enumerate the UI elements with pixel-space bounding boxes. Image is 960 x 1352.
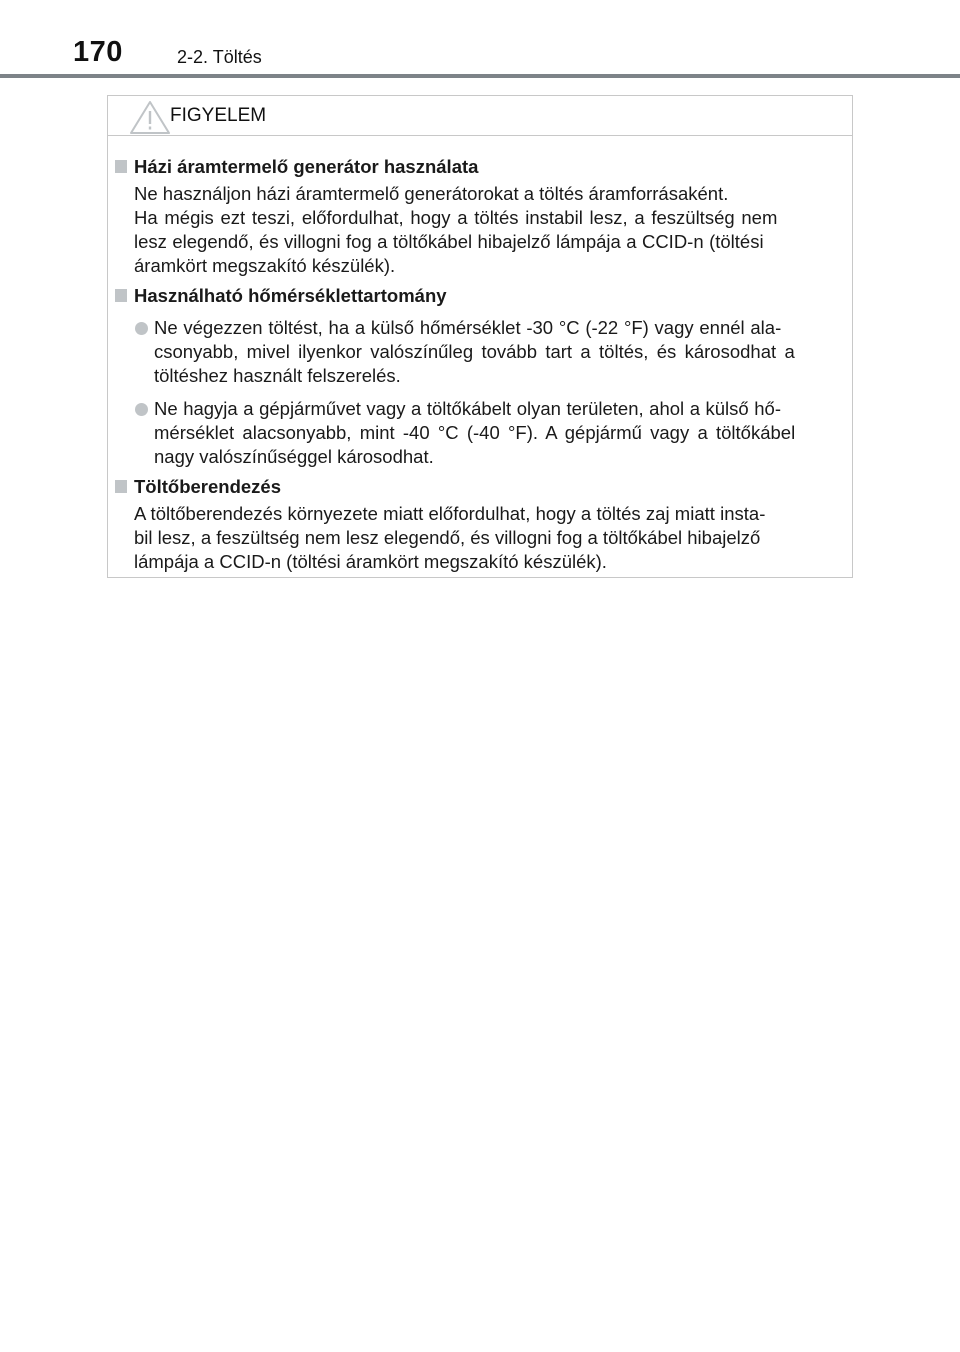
warning-triangle-icon: [128, 99, 172, 135]
list-item: Ne végezzen töltést, ha a külső hőmérséklet -30 °C (-22 °F) vagy ennél ala- csonyabb, mivel ilyenkor valószínűleg tovább tart a töltés, és károsodhat a töltéshez használt felszerelés.: [108, 316, 852, 388]
text-line: lesz elegendő, és villogni fog a töltőkábel hibajelző lámpája a CCID-n (töltési: [134, 231, 764, 252]
heading-text: Töltőberendezés: [134, 476, 281, 497]
warning-content: [108, 155, 852, 574]
header-rule: [0, 74, 960, 78]
heading-text: Használható hőmérséklettartomány: [134, 285, 447, 306]
list-item: Ne hagyja a gépjárművet vagy a töltőkábelt olyan területen, ahol a külső hő- mérséklet alacsonyabb, mint -40 °C (-40 °F). A gépjármű vagy a töltőkábel nagy valószínűséggel károsodhat.: [108, 397, 852, 469]
text-line: bil lesz, a feszültség nem lesz elegendő, és villogni fog a töltőkábel hibajelző: [134, 527, 761, 548]
section-heading: [108, 155, 852, 179]
text-line: A töltőberendezés környezete miatt előfordulhat, hogy a töltés zaj miatt insta-: [134, 503, 766, 524]
page-header: [0, 0, 960, 80]
page-number: 170: [73, 36, 123, 68]
text-line: Ha mégis ezt teszi, előfordulhat, hogy a töltés instabil lesz, a feszültség nem: [134, 207, 778, 228]
section-heading: [108, 284, 852, 308]
warning-header: [108, 96, 852, 136]
text-line: lámpája a CCID-n (töltési áramkört megszakító készülék).: [134, 551, 607, 572]
section-heading: [108, 475, 852, 499]
square-bullet-icon: [115, 160, 127, 173]
circle-bullet-icon: [135, 322, 148, 335]
square-bullet-icon: [115, 289, 127, 302]
section-title: 2-2. Töltés: [177, 47, 262, 67]
paragraph: [108, 182, 852, 278]
square-bullet-icon: [115, 480, 127, 493]
circle-bullet-icon: [135, 403, 148, 416]
text-line: Ne használjon házi áramtermelő generátorokat a töltés áramforrásaként.: [134, 183, 729, 204]
text-line: áramkört megszakító készülék).: [134, 255, 396, 276]
warning-title: FIGYELEM: [170, 105, 267, 126]
paragraph: [108, 502, 852, 574]
heading-text: Házi áramtermelő generátor használata: [134, 156, 479, 177]
warning-box: [107, 95, 853, 578]
